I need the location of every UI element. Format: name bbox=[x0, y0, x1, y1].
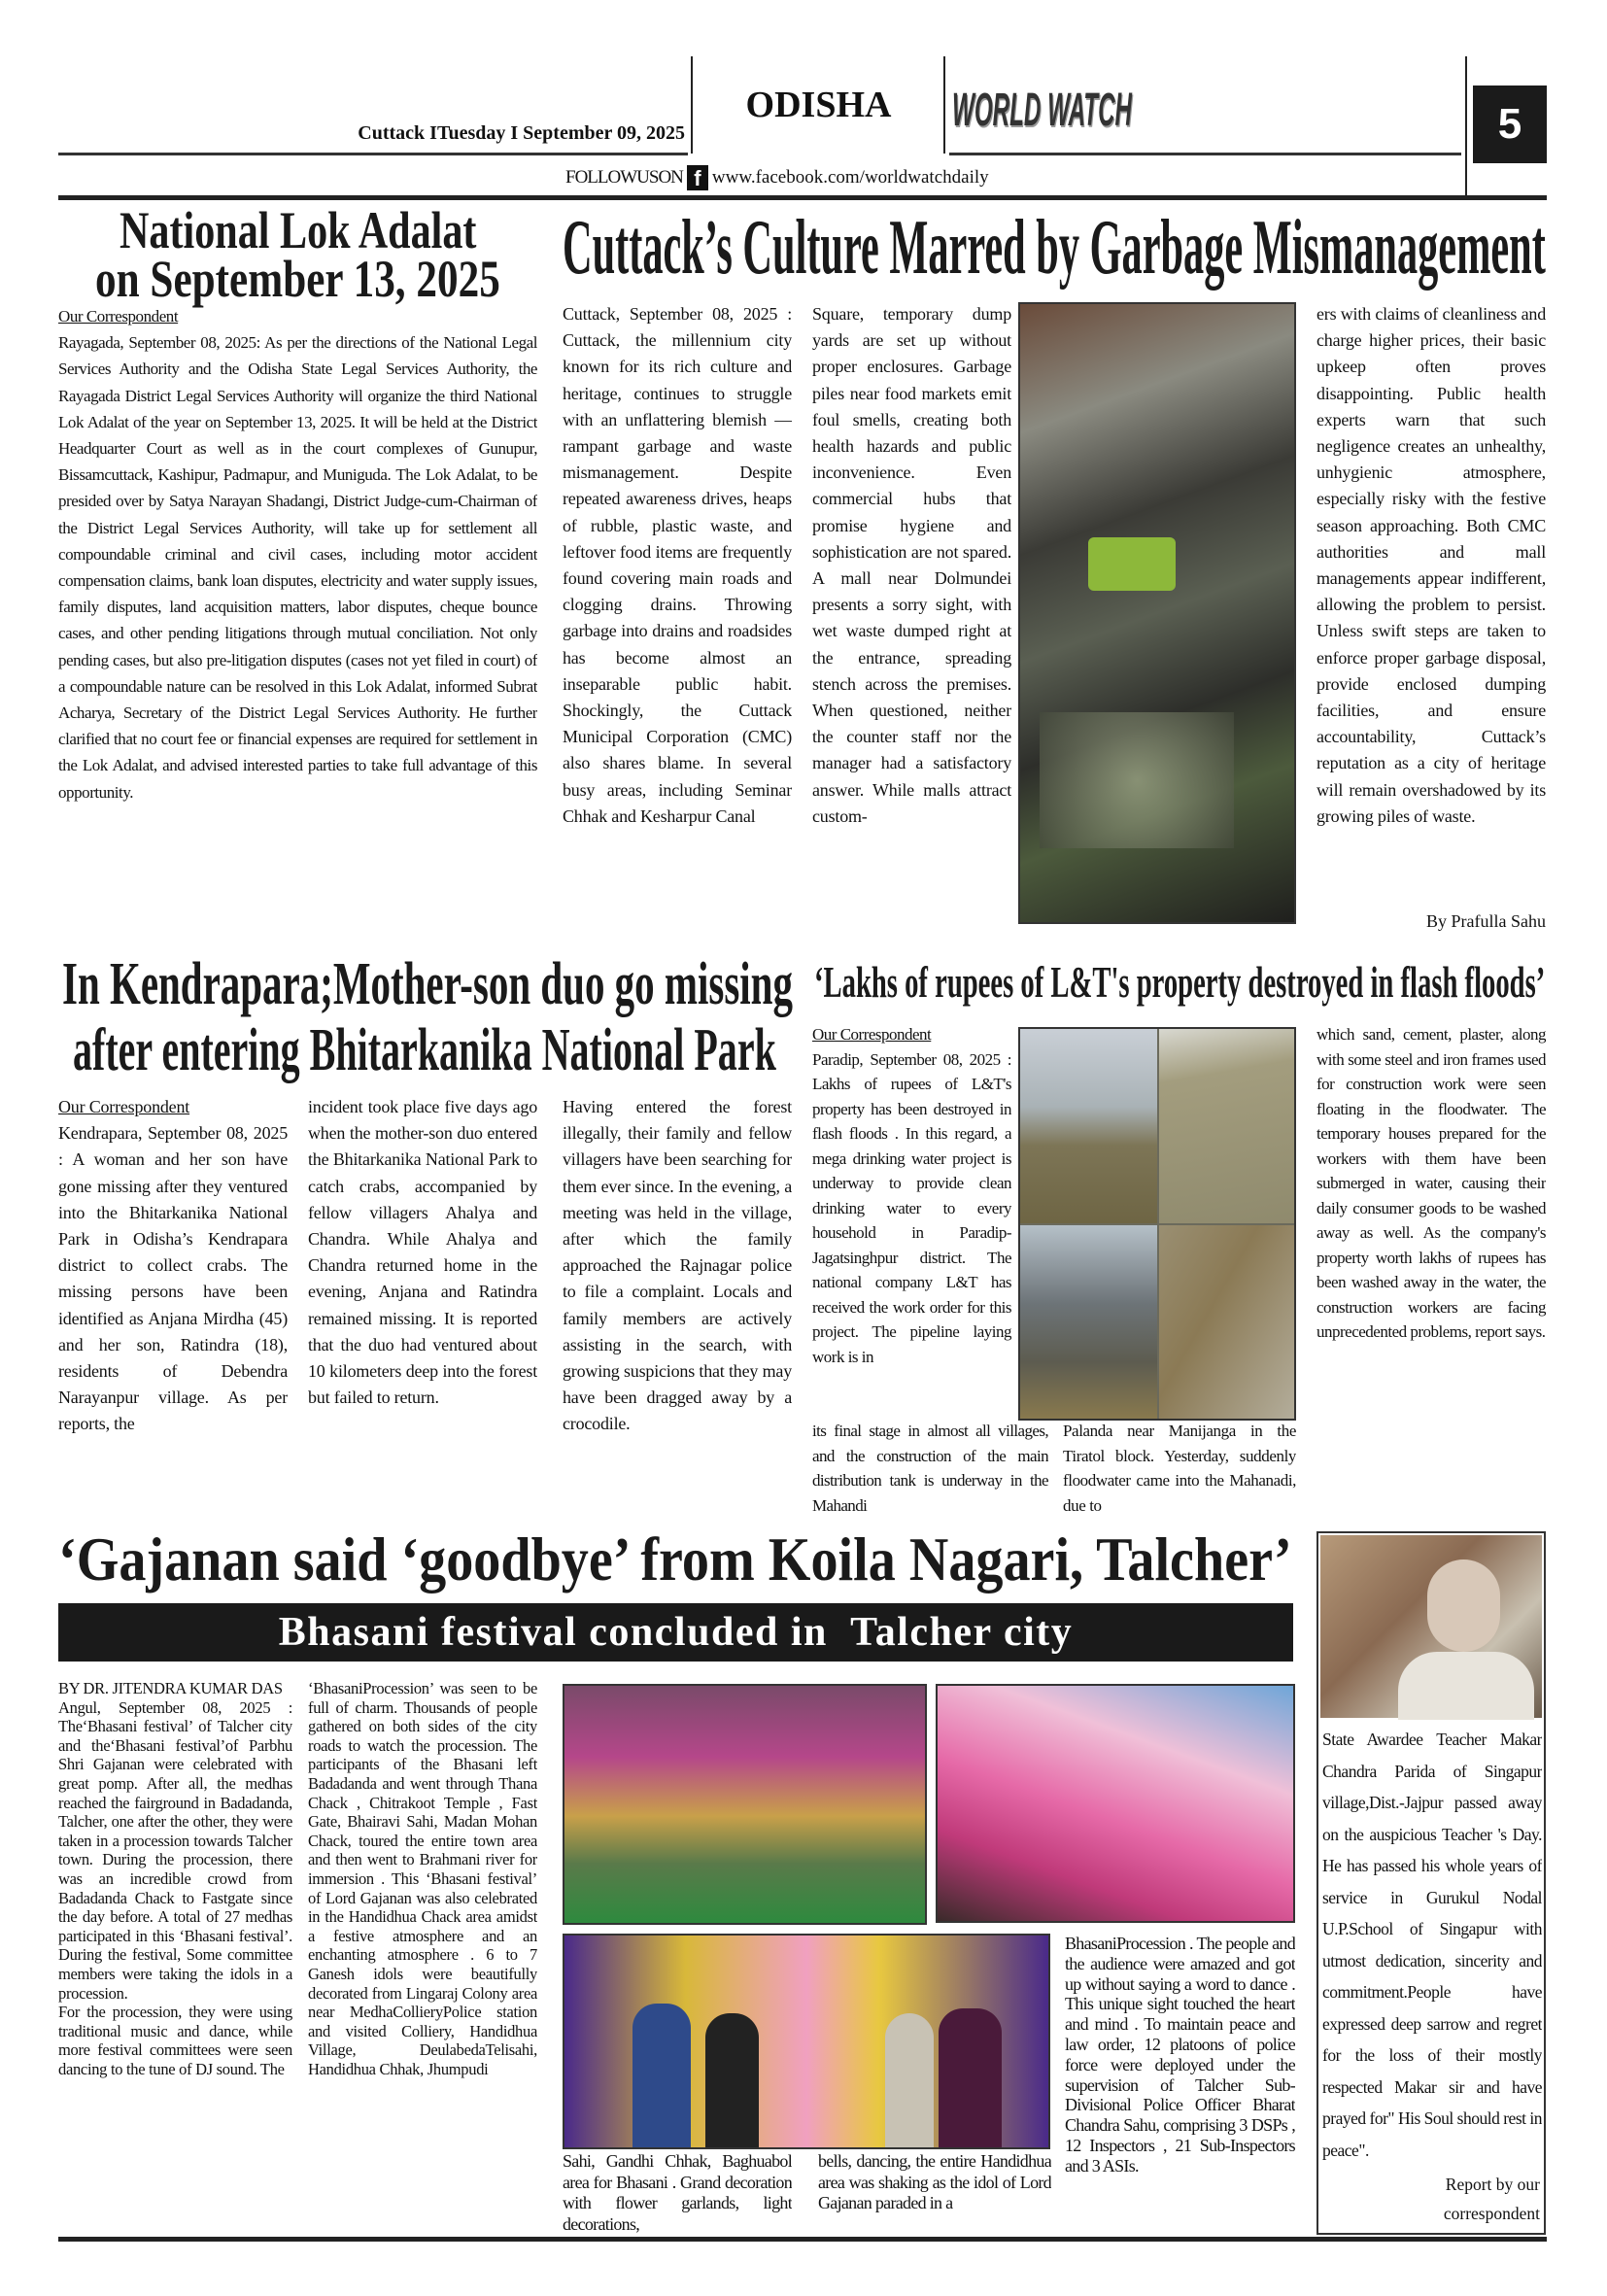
garbage-photo bbox=[1018, 302, 1296, 924]
garbage-column-1: Cuttack, September 08, 2025 : Cuttack, the millennium city known for its rich culture and heritage, continues to struggle with an unflattering blemish — rampant garbage and waste mismanagement. Despite repeated awareness drives, heaps of rubble, plastic waste, and leftover food items are frequently found covering main roads and clogging drains. Throwing garbage into drains and roadsides has become almost an inseparable public habit. Shockingly, the Cuttack Municipal Corporation (CMC) also shares blame. In several busy areas, including Seminar Chhak and Kesharpur Canal bbox=[563, 304, 792, 826]
lok-adalat-headline-line: on September 13, 2025 bbox=[95, 250, 500, 308]
masthead-divider bbox=[691, 56, 693, 154]
masthead-divider bbox=[1465, 56, 1467, 197]
lt-flood-headline: ‘Lakhs of rupees of L&T's property destroyed in flash floods’ bbox=[814, 957, 1546, 1007]
flood-photo bbox=[1159, 1225, 1296, 1421]
garbage-column-2: Square, temporary dump yards are set up without proper enclosures. Garbage piles near food markets emit foul smells, creating both health hazards and public inconvenience. Even commercial hubs that promise hygiene and sophistication are not spared. A mall near Dolmundei presents a sorry sight, with wet waste dumped right at the entrance, spreading stench across the premises. When questioned, neither the counter staff nor the manager had a satisfactory answer. While malls attract custom- bbox=[812, 304, 1011, 826]
facebook-link[interactable]: www.facebook.com/worldwatchdaily bbox=[711, 167, 989, 188]
portrait-face bbox=[1427, 1559, 1500, 1652]
bucket-shape bbox=[1088, 537, 1176, 591]
lok-adalat-article bbox=[58, 303, 537, 941]
obituary-body: State Awardee Teacher Makar Chandra Parida of Singapur village,Dist.-Jajpur passed away on the auspicious Teacher 's Day. He has passed his whole years of service in Gurukul Nodal U.P.School of Singapur with utmost dedication, sincerity and commitment.People have expressed deep sarrow and regret for the loss of their mostly respected Makar sir and have prayed for" His Soul should rest in peace". bbox=[1322, 1730, 1542, 2160]
gajanan-caption-column-1: Sahi, Gandhi Chhak, Baghuabol area for Bhasani . Grand decoration with flower garlands, light decorations, bbox=[563, 2151, 792, 2234]
world-watch-logo bbox=[952, 84, 1132, 146]
obituary-byline: Report by our correspondent bbox=[1443, 2175, 1540, 2223]
article-byline: Our Correspondent bbox=[812, 1025, 932, 1044]
gajanan-column-3: BhasaniProcession . The people and the audience were amazed and got up without saying a word to dance . This unique sight touched the heart and mind . To maintain peace and law order, 12 platoons of police force were deployed under the supervision of Talcher Sub-Divisional Police Officer Bharat Chandra Sahu, comprising 3 DSPs , 12 Inspectors , 21 Sub-Inspectors and 3 ASIs. bbox=[1065, 1934, 1295, 2176]
kendrapara-column-1 bbox=[58, 1094, 288, 1524]
section-title: ODISHA bbox=[745, 85, 892, 125]
garbage-byline: By Prafulla Sahu bbox=[1426, 911, 1546, 931]
kendrapara-column-3: Having entered the forest illegally, their family and fellow villagers have been searching for them ever since. In the evening, a meeting was held in the village, after which the family approached the Rajnagar police to file a complaint. Locals and family members are actively assisting in the search, with growing suspicions that they may have been dragged away by a crocodile. bbox=[563, 1097, 792, 1434]
article-body: Paradip, September 08, 2025 : Lakhs of rupees of L&T's property has been destroyed in flash floods . In this regard, a mega drinking water project is underway to provide clean drinking water to every household in Paradip-Jagatsinghpur district. The national company L&T has received the work order for this project. The pipeline laying work is in bbox=[812, 1049, 1011, 1366]
gajanan-column-1 bbox=[58, 1679, 292, 2235]
article-byline: Our Correspondent bbox=[58, 1097, 190, 1116]
waste-pile bbox=[1040, 712, 1234, 848]
festival-photo-committee bbox=[563, 1934, 1050, 2149]
dateline: Cuttack ITuesday I September 09, 2025 bbox=[358, 122, 685, 144]
flood-photo bbox=[1020, 1225, 1157, 1421]
obituary-box bbox=[1316, 1531, 1546, 2235]
obituary-portrait bbox=[1320, 1535, 1542, 1718]
person-shape bbox=[885, 2013, 934, 2149]
flood-photo bbox=[1159, 1029, 1296, 1223]
masthead-rule bbox=[949, 153, 1461, 155]
person-shape bbox=[939, 2008, 1002, 2149]
garbage-headline: Cuttack’s Culture Marred by Garbage Mismanagement bbox=[563, 205, 1546, 291]
gajanan-headline: ‘Gajanan said ‘goodbye’ from Koila Nagari, Talcher’ bbox=[58, 1525, 1292, 1593]
gajanan-caption-column-2: bells, dancing, the entire Handidhua area was shaking as the idol of Lord Gajanan paraded in a bbox=[818, 2151, 1051, 2212]
article-byline: Our Correspondent bbox=[58, 307, 179, 326]
facebook-icon[interactable]: f bbox=[687, 165, 708, 190]
article-body: Kendrapara, September 08, 2025 : A woman and her son have gone missing after they ventured into the Bhitarkanika National Park in Odisha’s Kendrapara district to collect crabs. The missing persons have been identified as Anjana Mirdha (45) and her son, Ratindra (18), residents of Debendra Narayanpur village. As per reports, the bbox=[58, 1123, 288, 1434]
lt-flood-column-3: which sand, cement, plaster, along with some steel and iron frames used for construction work were seen floating in the floodwater. The temporary houses prepared for the workers with them have been submerged in water, causing their daily consumer goods to be washed away as well. As the company's property worth lakhs of rupees has been washed away in the water, the construction workers are facing unprecedented problems, report says. bbox=[1316, 1025, 1546, 1341]
page-number: 5 bbox=[1473, 86, 1547, 163]
festival-photo-idol bbox=[936, 1684, 1295, 1923]
person-shape bbox=[633, 2004, 691, 2149]
article-byline: BY DR. JITENDRA KUMAR DAS bbox=[58, 1679, 283, 1697]
flood-photo bbox=[1020, 1029, 1157, 1223]
lt-flood-column-1 bbox=[812, 1022, 1011, 1419]
kendrapara-column-2: incident took place five days ago when the mother-son duo entered the Bhitarkanika National Park to catch crabs, accompanied by fellow villagers Ahalya and Chandra. While Ahalya and Chandra returned home in the evening, Anjana and Ratindra remained missing. It is reported that the duo had ventured about 10 kilometers deep into the forest but failed to return. bbox=[308, 1097, 537, 1408]
kendrapara-headline-line: after entering Bhitarkanika National Park bbox=[73, 1017, 776, 1083]
logo-text: WORLD WATCH bbox=[952, 85, 1133, 136]
gajanan-column-2: ‘BhasaniProcession’ was seen to be full of charm. Thousands of people gathered on both sides of the city roads to watch the procession. The participants of the Bhasani left Badadanda and went through Thana Chack , Chitrakoot Temple , Fast Gate, Bhairavi Sahi, Madan Mohan Chack, toured the entire town area and then went to Brahmani river for immersion . This ‘Bhasani festival’ of Lord Gajanan was also celebrated in the Handidhua Chack area amidst a festive atmosphere and an enchanting atmosphere . 6 to 7 Ganesh idols were beautifully decorated from Lingaraj Colony area near MedhaCollieryPolice station and visited Colliery, Handidhua Village, DeulabedaTelisahi, Handidhua Chhak, Jhumpudi bbox=[308, 1679, 537, 2078]
article-body: For the procession, they were using traditional music and dance, while more festival committees were seen dancing to the tune of DJ sound. The bbox=[58, 2003, 292, 2078]
page-bottom-rule bbox=[58, 2237, 1547, 2242]
masthead-rule bbox=[58, 153, 688, 155]
portrait-shirt bbox=[1398, 1652, 1534, 1720]
garbage-column-3: ers with claims of cleanliness and charge higher prices, their basic upkeep often proves disappointing. Public health experts warn that such negligence creates an unhealthy, unhygienic atmosphere, especially risky with the festive season approaching. Both CMC authorities and mall managements appear indifferent, allowing the problem to persist. Unless swift steps are taken to enforce proper garbage disposal, provide enclosed dumping facilities, and ensure accountability, Cuttack’s reputation as a city of heritage will remain overshadowed by its growing piles of waste. bbox=[1316, 304, 1546, 826]
flood-photo-collage bbox=[1018, 1027, 1296, 1421]
follow-us-bar bbox=[565, 165, 989, 190]
lt-flood-column-1-continued: its final stage in almost all villages, and the construction of the main distribution tank is underway in the Mahandi bbox=[812, 1422, 1048, 1515]
lok-adalat-headline-line: National Lok Adalat bbox=[119, 201, 477, 259]
person-shape bbox=[705, 2013, 759, 2149]
lt-flood-column-2: Palanda near Manijanga in the Tiratol block. Yesterday, suddenly floodwater came into the Mahanadi, due to bbox=[1063, 1422, 1296, 1515]
article-body: Angul, September 08, 2025 : The‘Bhasani festival’ of Talcher city and the‘Bhasani festival’of Parbhu Shri Gajanan were celebrated with great pomp. After all, the medhas reached the fairground in Badadanda, Talcher, one after the other, they were taken in a procession towards Talcher town. During the procession, there was an incredible crowd from Badadanda Chack to Fastgate since the day before. A total of 27 medhas participated in this ‘Bhasani festival’. During the festival, Some committee members were taking the idols in a procession. bbox=[58, 1697, 292, 2003]
masthead-divider bbox=[943, 56, 945, 154]
follow-label: FOLLOWUSON bbox=[565, 167, 683, 188]
kendrapara-headline-line: In Kendrapara;Mother-son duo go missing bbox=[62, 951, 793, 1017]
article-body: Rayagada, September 08, 2025: As per the directions of the National Legal Services Authority and the Odisha State Legal Services Authority, the Rayagada District Legal Services Authority will organize the third National Lok Adalat of the year on September 13, 2025. It will be held at the District Headquarter Court as well as in the court complexes of Gunupur, Bissamcuttack, Kashipur, Padmapur, and Muniguda. The Lok Adalat, to be presided over by Satya Narayan Shadangi, District Judge-cum-Chairman of the District Legal Services Authority, will take up for settlement all compoundable criminal and civil cases, including motor accident compensation claims, bank loan disputes, electricity and water supply issues, family disputes, land acquisition matters, labor disputes, cheque bounce cases, and other pending litigations through mutual conciliation. Not only pending cases, but also pre-litigation disputes (cases not yet filed in court) of a compoundable nature can be resolved in this Lok Adalat, informed Subrat Acharya, Secretary of the District Legal Services Authority. He further clarified that no court fee or financial expenses are required for settlement in the Lok Adalat, and advised interested parties to take full advantage of this opportunity. bbox=[58, 333, 537, 802]
festival-photo-group bbox=[563, 1684, 927, 1925]
bhasani-banner: Bhasani festival concluded in Talcher city bbox=[58, 1603, 1293, 1662]
